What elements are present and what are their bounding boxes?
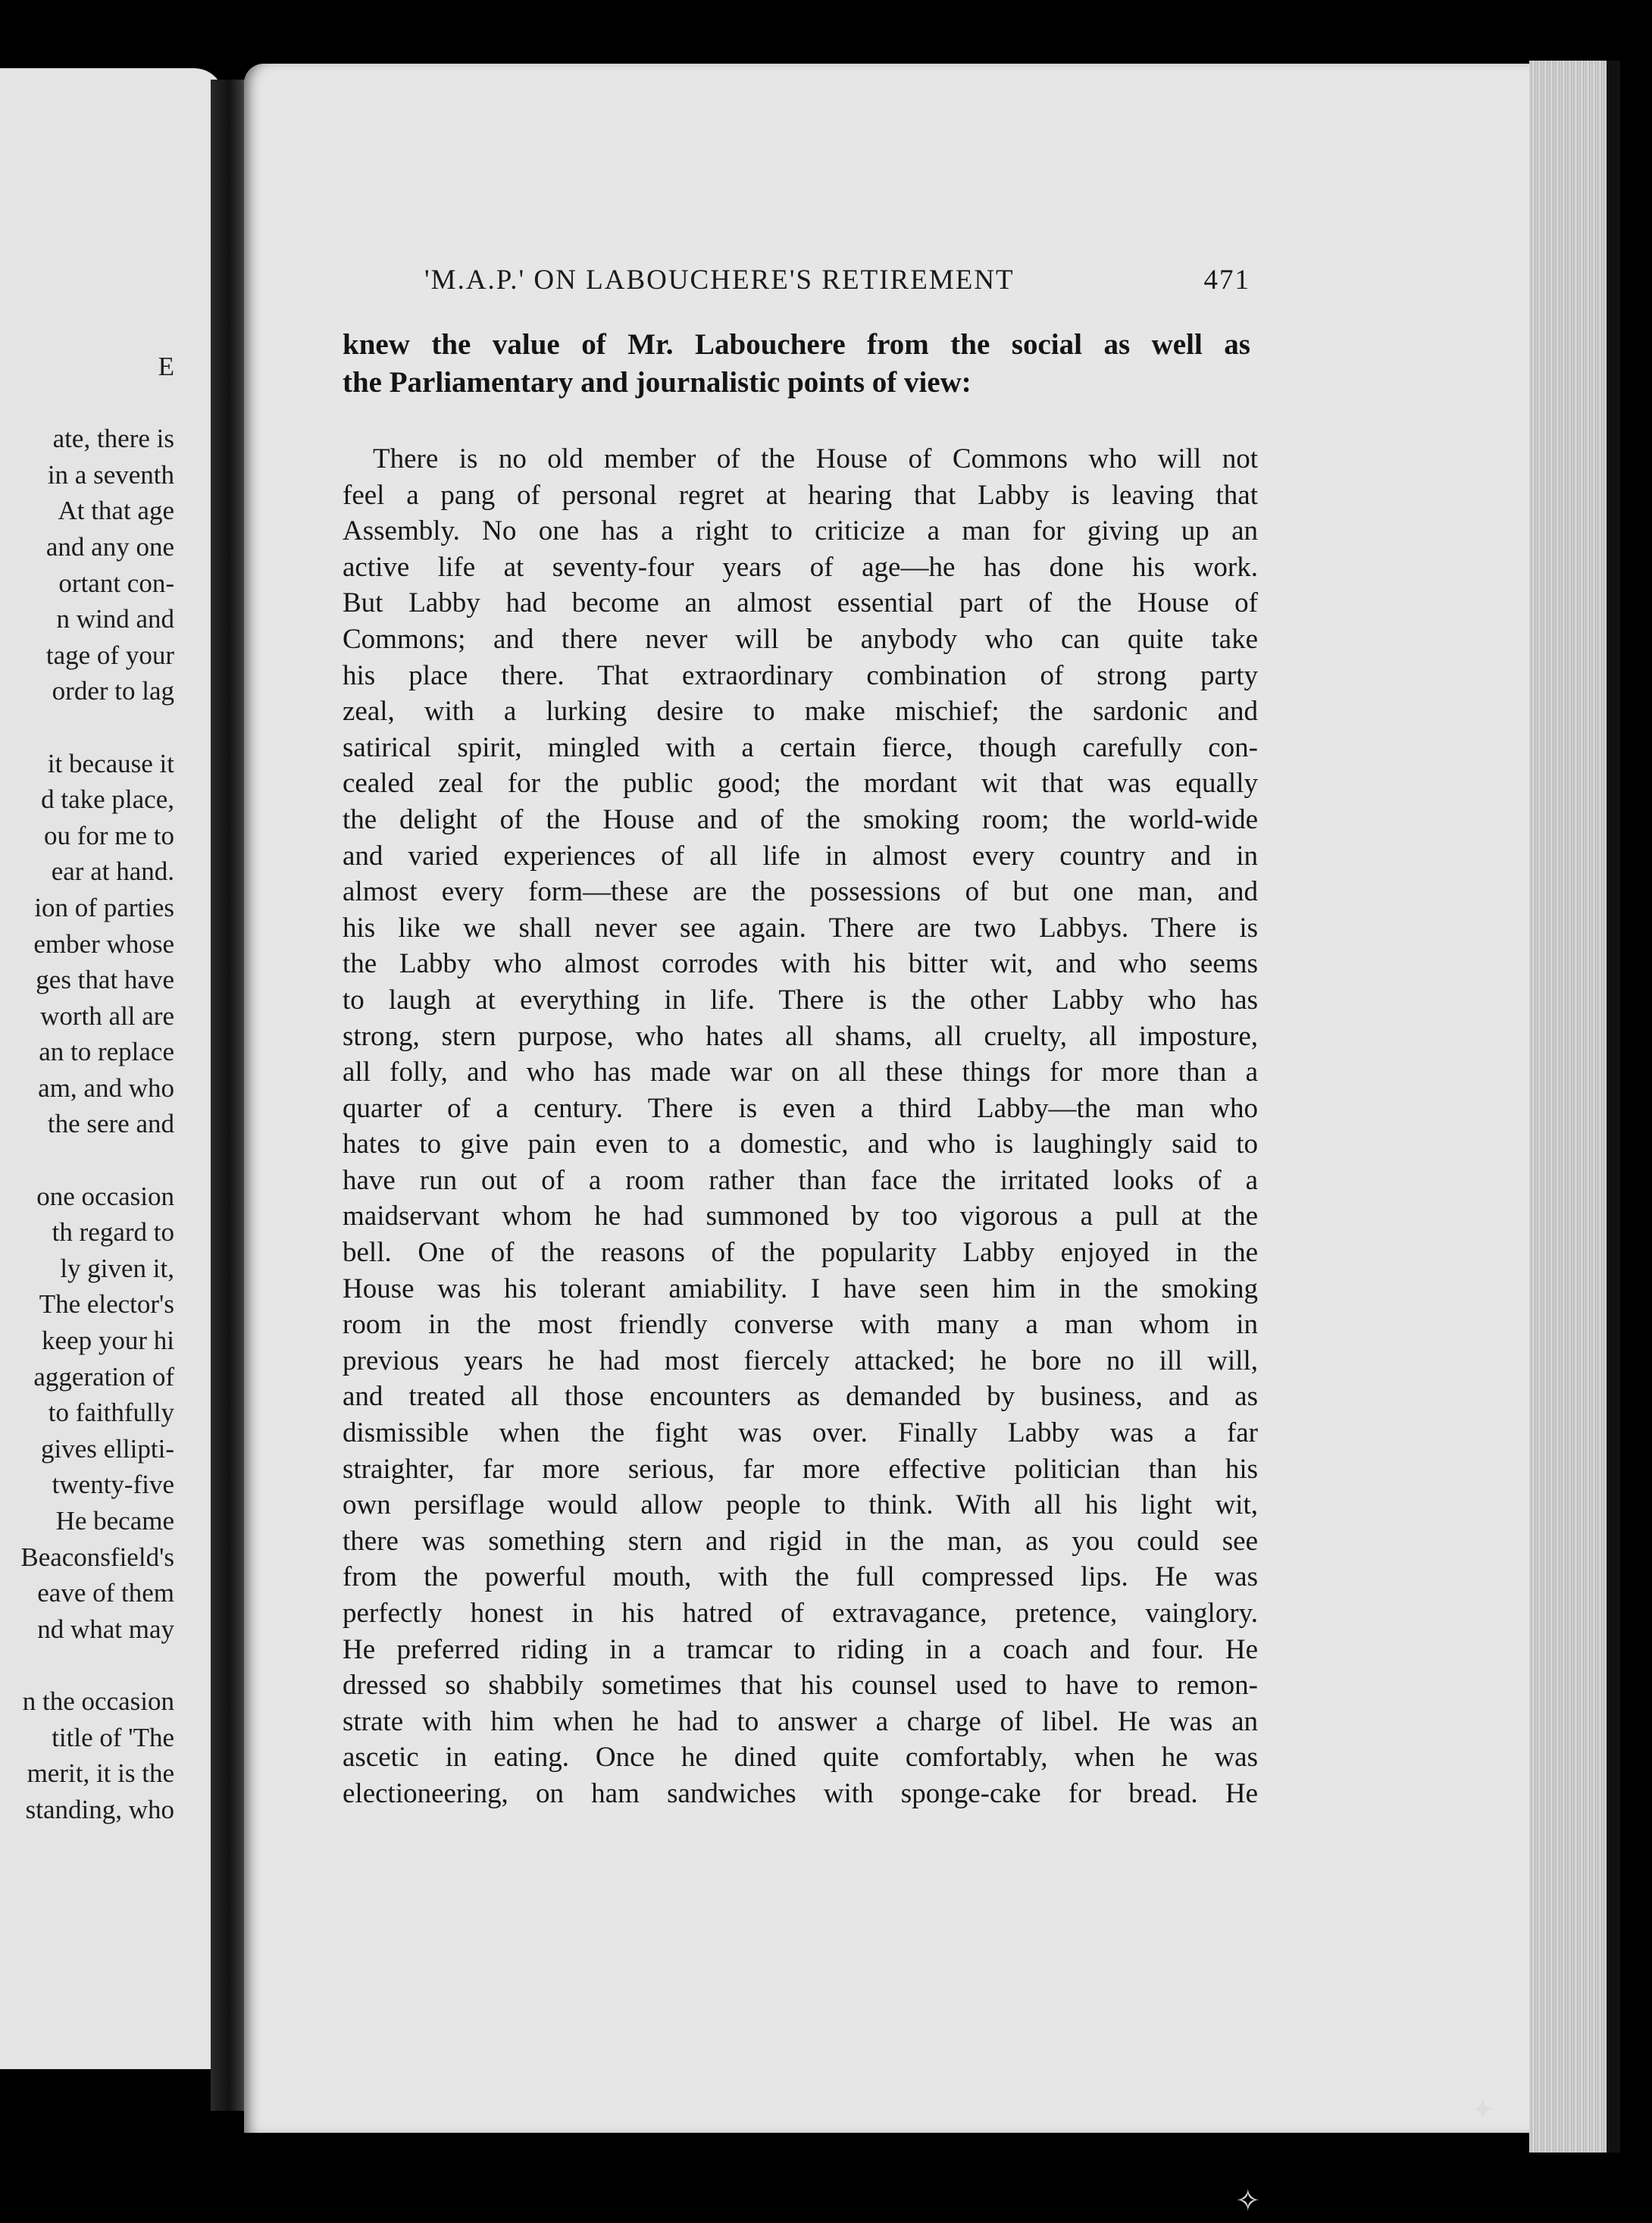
left-text-line: ion of parties (34, 892, 174, 922)
text-line: bell. One of the reasons of the popularity Labby enjoyed in the (343, 1237, 1258, 1269)
left-text-line: ember whose (33, 928, 174, 959)
left-text-line: ate, there is (52, 424, 174, 454)
left-text-line: an to replace (39, 1037, 174, 1067)
text-line: almost every form—these are the possessions of but one man, and (343, 876, 1258, 908)
running-header (424, 264, 1250, 296)
text-line: from the powerful mouth, with the full compressed lips. He was (343, 1561, 1258, 1593)
text-line: dismissible when the fight was over. Finally Labby was a far (343, 1417, 1258, 1449)
text-line: to laugh at everything in life. There is the other Labby who has (343, 984, 1258, 1016)
left-text-line: title of 'The (52, 1722, 174, 1752)
intro-paragraph (343, 326, 1250, 402)
left-text-line: Beaconsfield's (20, 1542, 174, 1572)
text-line: his place there. That extraordinary combination of strong party (343, 659, 1258, 691)
page-edges (1529, 61, 1620, 2153)
text-line: maidservant whom he had summoned by too vigorous a pull at the (343, 1201, 1258, 1232)
left-text-line: am, and who (38, 1072, 174, 1103)
left-text-line: ortant con- (58, 568, 174, 598)
text-line: have run out of a room rather than face the irritated looks of a (343, 1164, 1258, 1196)
running-title: 'M.A.P.' ON LABOUCHERE'S RETIREMENT (424, 265, 1015, 296)
text-line: zeal, with a lurking desire to make mischief; the sardonic and (343, 696, 1258, 728)
text-line: active life at seventy-four years of age—he has done his work. (343, 551, 1258, 583)
text-line: strong, stern purpose, who hates all shams, all cruelty, all imposture, (343, 1020, 1258, 1052)
left-text-line: gives ellipti- (41, 1433, 174, 1464)
left-text-line: and any one (45, 531, 174, 562)
text-line: feel a pang of personal regret at hearing that Labby is leaving that (343, 479, 1258, 511)
text-line: all folly, and who has made war on all these things for more than a (343, 1057, 1258, 1088)
text-line: and varied experiences of all life in almost every country and in (343, 840, 1258, 872)
left-text-line: the sere and (47, 1109, 174, 1139)
text-line: Assembly. No one has a right to criticize a man for giving up an (343, 515, 1258, 547)
text-line: previous years he had most fiercely attacked; he bore no ill will, (343, 1345, 1258, 1376)
left-text-line: merit, it is the (27, 1758, 174, 1789)
text-line: own persiflage would allow people to think. With all his light wit, (343, 1489, 1258, 1521)
text-line: his like we shall never see again. There are two Labbys. There is (343, 912, 1258, 944)
left-text-line: eave of them (37, 1578, 174, 1608)
left-text-line: He became (55, 1506, 174, 1536)
left-text-line: twenty-five (52, 1470, 174, 1500)
left-text-line: keep your hi (42, 1326, 174, 1356)
left-text-line: ly given it, (60, 1253, 174, 1283)
left-text-line: worth all are (40, 1000, 174, 1031)
quoted-passage (343, 441, 1258, 1812)
left-text-line: in a seventh (47, 459, 174, 490)
left-text-line: order to lag (52, 676, 174, 706)
text-line: the Parliamentary and journalistic points of view: (343, 366, 971, 399)
text-line: the Labby who almost corrodes with his bitter wit, and who seems (343, 948, 1258, 980)
left-text-line: n the occasion (22, 1686, 174, 1716)
left-text-line: At that age (58, 496, 174, 526)
left-text-line: th regard to (52, 1217, 174, 1248)
text-line: electioneering, on ham sandwiches with sponge-cake for bread. He (343, 1777, 1258, 1809)
left-text-line: to faithfully (48, 1398, 174, 1428)
left-text-line: ou for me to (43, 820, 174, 850)
left-text-line (0, 1647, 174, 1683)
left-text-line: ear at hand. (51, 856, 174, 887)
text-line: strate with him when he had to answer a charge of libel. He was an (343, 1705, 1258, 1737)
text-line: quarter of a century. There is even a third Labby—the man who (343, 1092, 1258, 1124)
text-line: House was his tolerant amiability. I have seen him in the smoking (343, 1273, 1258, 1304)
scan-speck: ✦ (1470, 2093, 1496, 2127)
text-line: Commons; and there never will be anybody who can quite take (343, 623, 1258, 655)
left-text-line: d take place, (41, 784, 174, 815)
left-text-line (0, 385, 174, 421)
text-line: dressed so shabbily sometimes that his counsel used to have to remon- (343, 1670, 1258, 1702)
text-line: satirical spirit, mingled with a certain fierce, though carefully con- (343, 731, 1258, 763)
text-line: there was something stern and rigid in the man, as you could see (343, 1525, 1258, 1557)
left-text-line (0, 709, 174, 746)
left-text-line: tage of your (45, 640, 174, 670)
text-line: But Labby had become an almost essential part of the House of (343, 587, 1258, 619)
text-line: the delight of the House and of the smoking room; the world-wide (343, 803, 1258, 835)
left-text-line: it because it (47, 748, 174, 778)
left-text-line (0, 1142, 174, 1179)
left-page-text (0, 349, 174, 1827)
text-line: room in the most friendly converse with many a man whom in (343, 1309, 1258, 1341)
left-text-line: n wind and (56, 604, 174, 634)
left-text-line: aggeration of (33, 1361, 174, 1392)
left-text-line: The elector's (39, 1289, 174, 1320)
text-line: cealed zeal for the public good; the mordant wit that was equally (343, 768, 1258, 800)
left-text-line: nd what may (37, 1614, 174, 1644)
left-page (0, 68, 224, 2069)
left-text-line: E (158, 352, 174, 381)
text-line: and treated all those encounters as demanded by business, and as (343, 1381, 1258, 1413)
text-line: He preferred riding in a tramcar to riding in a coach and four. He (343, 1633, 1258, 1665)
text-line: knew the value of Mr. Labouchere from the social as well as (343, 328, 1250, 361)
text-line: straighter, far more serious, far more effective politician than his (343, 1453, 1258, 1485)
page-number: 471 (1203, 265, 1250, 296)
text-line: ascetic in eating. Once he dined quite comfortably, when he was (343, 1742, 1258, 1774)
scan-speck: ✧ (1235, 2184, 1261, 2218)
left-text-line: one occasion (36, 1181, 174, 1211)
text-line: perfectly honest in his hatred of extravagance, pretence, vainglory. (343, 1598, 1258, 1629)
text-line: hates to give pain even to a domestic, and who is laughingly said to (343, 1129, 1258, 1160)
text-line: There is no old member of the House of Commons who will not (373, 443, 1258, 474)
left-text-line: standing, who (25, 1794, 174, 1824)
left-text-line: ges that have (36, 965, 174, 995)
